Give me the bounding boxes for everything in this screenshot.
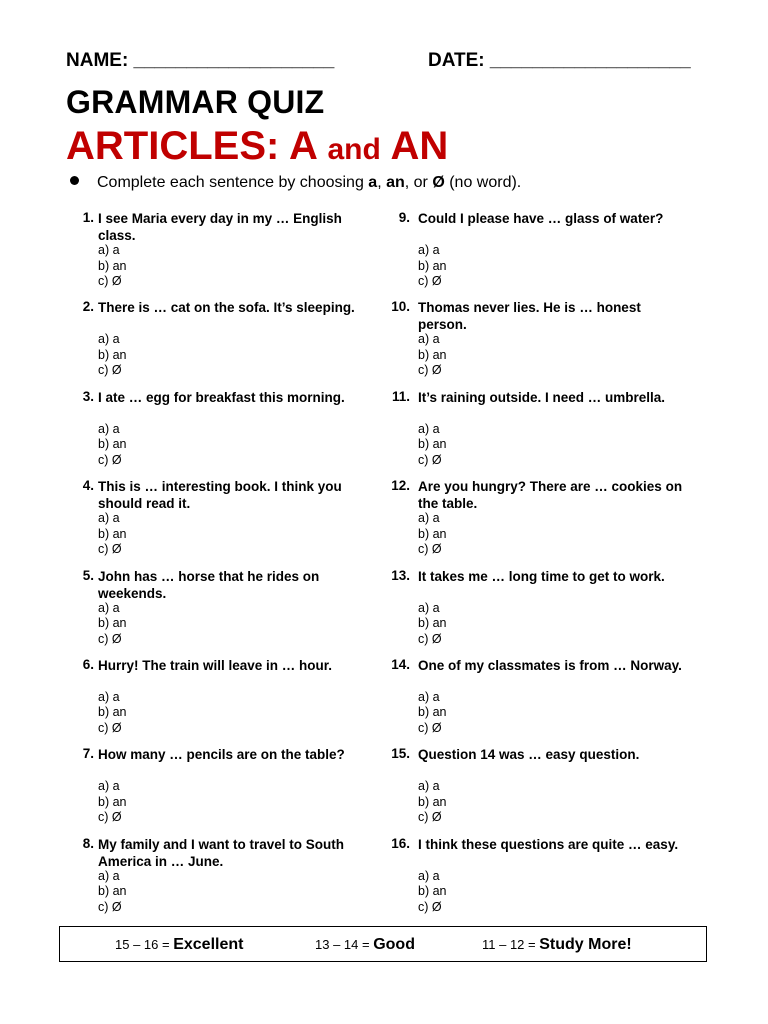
- instruction-sep: ,: [377, 174, 387, 191]
- answer-options: [418, 869, 447, 916]
- answer-options: [98, 779, 127, 826]
- question-text: Are you hungry? There are … cookies on the table.: [418, 479, 683, 512]
- question-item: [68, 389, 368, 478]
- option-c[interactable]: c) Ø: [418, 899, 442, 914]
- instruction-option-a: a: [368, 174, 378, 191]
- question-number: 2.: [82, 299, 94, 315]
- question-item: [68, 478, 368, 567]
- question-text: There is … cat on the sofa. It’s sleeping.: [98, 300, 355, 316]
- option-c[interactable]: c) Ø: [98, 810, 122, 825]
- questions-right-column: [388, 210, 688, 925]
- instruction-option-an: an: [386, 174, 405, 191]
- option-b[interactable]: b) an: [98, 437, 127, 452]
- option-c[interactable]: c) Ø: [98, 631, 122, 646]
- question-item: [68, 657, 368, 746]
- option-c[interactable]: c) Ø: [98, 899, 122, 914]
- option-a[interactable]: a) a: [98, 779, 120, 794]
- instruction-text-end: (no word).: [444, 174, 522, 191]
- answer-options: [418, 601, 447, 648]
- option-b[interactable]: b) an: [418, 258, 447, 273]
- option-b[interactable]: b) an: [98, 705, 127, 720]
- question-number: 10.: [391, 299, 410, 315]
- score-good: [315, 936, 415, 954]
- option-c[interactable]: c) Ø: [98, 452, 122, 467]
- option-c[interactable]: c) Ø: [98, 274, 122, 288]
- question-item: [388, 746, 688, 835]
- question-number: 1.: [82, 210, 94, 225]
- question-number: 4.: [82, 478, 94, 494]
- option-b[interactable]: b) an: [98, 794, 127, 809]
- instruction-sep: , or: [404, 174, 433, 191]
- option-b[interactable]: b) an: [418, 705, 447, 720]
- question-number: 6.: [82, 656, 94, 672]
- score-study-more: [482, 936, 632, 954]
- option-a[interactable]: a) a: [418, 779, 440, 794]
- answer-options: [418, 690, 447, 737]
- question-number: 9.: [398, 210, 410, 225]
- question-text: I see Maria every day in my … English class.: [98, 211, 342, 243]
- question-number: 12.: [391, 478, 410, 494]
- answer-options: [98, 601, 127, 648]
- answer-options: [98, 511, 127, 558]
- question-item: [68, 746, 368, 835]
- instruction-text: Complete each sentence by choosing: [97, 174, 369, 191]
- questions-left-column: [68, 210, 368, 925]
- option-c[interactable]: c) Ø: [418, 720, 442, 735]
- question-text: I ate … egg for breakfast this morning.: [98, 389, 345, 405]
- answer-options: [98, 869, 127, 916]
- question-item: [388, 836, 688, 925]
- option-a[interactable]: a) a: [98, 332, 120, 347]
- question-item: [388, 299, 688, 388]
- option-c[interactable]: c) Ø: [418, 810, 442, 825]
- answer-options: [418, 511, 447, 558]
- question-text: Hurry! The train will leave in … hour.: [98, 657, 333, 673]
- question-text: How many … pencils are on the table?: [98, 747, 345, 763]
- question-text: One of my classmates is from … Norway.: [418, 657, 682, 673]
- question-text: Thomas never lies. He is … honest person.: [418, 300, 641, 333]
- score-label: Excellent: [173, 936, 244, 953]
- answer-options: [98, 422, 127, 469]
- option-b[interactable]: b) an: [418, 347, 447, 362]
- option-a[interactable]: a) a: [418, 689, 440, 704]
- question-number: 11.: [391, 388, 410, 404]
- question-text: It’s raining outside. I need … umbrella.: [418, 389, 666, 405]
- question-number: 8.: [82, 835, 94, 851]
- answer-options: [98, 243, 127, 290]
- page-title: GRAMMAR QUIZ: [66, 84, 325, 120]
- score-legend: [59, 926, 707, 962]
- option-b[interactable]: b) an: [98, 258, 127, 273]
- question-number: 7.: [82, 746, 94, 762]
- option-b[interactable]: b) an: [418, 616, 447, 631]
- bullet-icon: [70, 176, 79, 185]
- option-a[interactable]: a) a: [418, 421, 440, 436]
- option-b[interactable]: b) an: [418, 794, 447, 809]
- option-a[interactable]: a) a: [98, 511, 120, 526]
- option-c[interactable]: c) Ø: [98, 363, 122, 378]
- option-c[interactable]: c) Ø: [98, 542, 122, 557]
- question-text: Could I please have … glass of water?: [418, 211, 664, 226]
- question-text: I think these questions are quite … easy.: [418, 836, 679, 852]
- question-item: [388, 568, 688, 657]
- option-b[interactable]: b) an: [418, 884, 447, 899]
- name-field-label: NAME: ___________________: [66, 50, 335, 71]
- option-a[interactable]: a) a: [418, 332, 440, 347]
- date-field-label: DATE: ___________________: [428, 50, 691, 71]
- question-number: 16.: [391, 835, 410, 851]
- option-a[interactable]: a) a: [98, 600, 120, 615]
- option-a[interactable]: a) a: [98, 243, 120, 257]
- score-label: Good: [373, 936, 415, 953]
- question-text: It takes me … long time to get to work.: [418, 568, 665, 584]
- option-b[interactable]: b) an: [98, 884, 127, 899]
- option-a[interactable]: a) a: [98, 868, 120, 883]
- question-number: 13.: [391, 567, 410, 583]
- option-a[interactable]: a) a: [418, 600, 440, 615]
- answer-options: [418, 422, 447, 469]
- option-b[interactable]: b) an: [418, 437, 447, 452]
- option-b[interactable]: b) an: [98, 526, 127, 541]
- question-item: [388, 210, 688, 299]
- option-c[interactable]: c) Ø: [418, 631, 442, 646]
- option-b[interactable]: b) an: [98, 347, 127, 362]
- option-c[interactable]: c) Ø: [418, 274, 442, 288]
- question-number: 3.: [82, 388, 94, 404]
- answer-options: [98, 332, 127, 379]
- question-text: This is … interesting book. I think you should read it.: [98, 479, 342, 512]
- answer-options: [418, 243, 447, 290]
- score-range: 11 – 12 =: [482, 937, 540, 952]
- option-a[interactable]: a) a: [98, 689, 120, 704]
- answer-options: [98, 690, 127, 737]
- option-c[interactable]: c) Ø: [98, 720, 122, 735]
- question-item: [388, 657, 688, 746]
- question-number: 14.: [391, 656, 410, 672]
- score-excellent: [115, 936, 243, 954]
- option-b[interactable]: b) an: [98, 616, 127, 631]
- question-item: [388, 389, 688, 478]
- question-number: 5.: [82, 567, 94, 583]
- subtitle-main: ARTICLES: A: [66, 124, 328, 168]
- question-number: 15.: [391, 746, 410, 762]
- question-item: [68, 836, 368, 925]
- option-a[interactable]: a) a: [418, 243, 440, 257]
- question-text: John has … horse that he rides on weekends.: [98, 568, 320, 601]
- question-text: My family and I want to travel to South America in … June.: [98, 836, 345, 869]
- header-row: [66, 50, 706, 80]
- question-item: [68, 568, 368, 657]
- page-subtitle: [66, 124, 448, 169]
- question-item: [68, 299, 368, 388]
- option-a[interactable]: a) a: [418, 868, 440, 883]
- option-c[interactable]: c) Ø: [418, 452, 442, 467]
- instruction-line: [70, 174, 521, 192]
- option-c[interactable]: c) Ø: [418, 363, 442, 378]
- instruction-option-null: Ø: [432, 174, 445, 191]
- answer-options: [418, 779, 447, 826]
- subtitle-end: AN: [380, 124, 449, 168]
- option-a[interactable]: a) a: [98, 421, 120, 436]
- option-a[interactable]: a) a: [418, 511, 440, 526]
- option-c[interactable]: c) Ø: [418, 542, 442, 557]
- score-range: 13 – 14 =: [315, 937, 374, 952]
- question-text: Question 14 was … easy question.: [418, 747, 640, 763]
- answer-options: [418, 332, 447, 379]
- subtitle-and: and: [327, 133, 381, 166]
- question-item: [388, 478, 688, 567]
- score-range: 15 – 16 =: [115, 937, 174, 952]
- score-label: Study More!: [539, 936, 632, 953]
- question-item: [68, 210, 368, 299]
- option-b[interactable]: b) an: [418, 526, 447, 541]
